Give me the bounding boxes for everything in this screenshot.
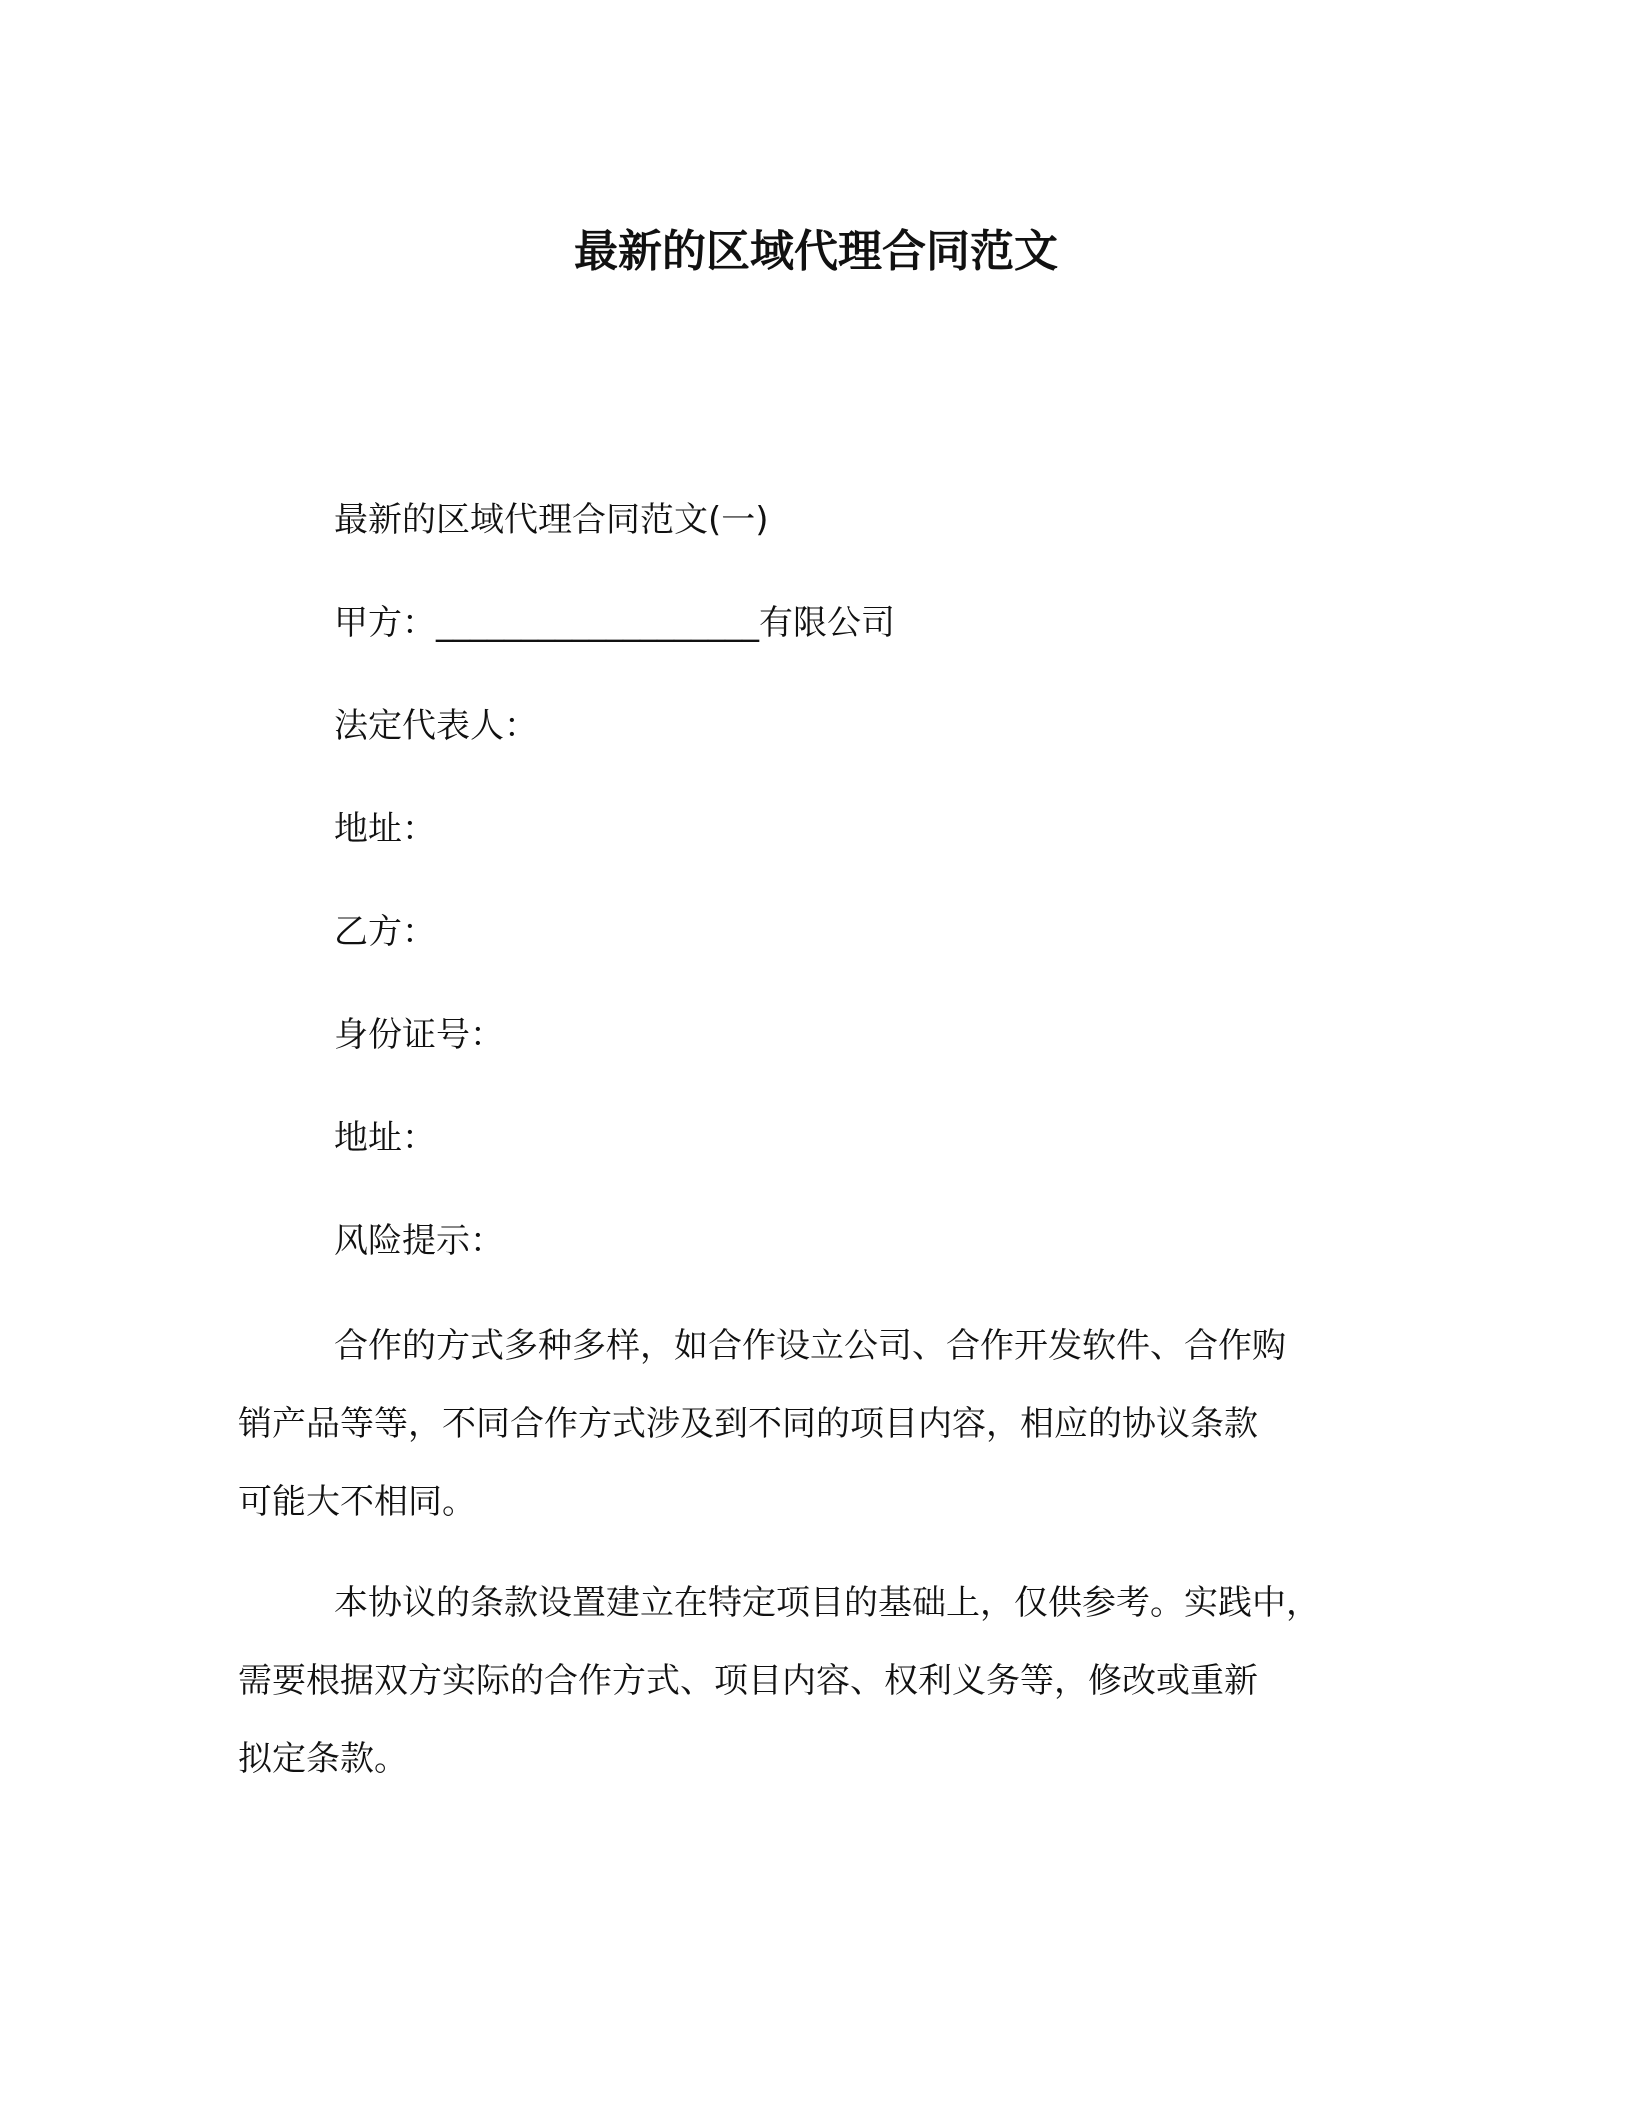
paragraph-line: 需要根据双方实际的合作方式、项目内容、权利义务等，修改或重新 bbox=[238, 1661, 1258, 1701]
contract-subtitle: 最新的区域代理合同范文(一) bbox=[334, 500, 769, 540]
party-a-line: 甲方：___________________有限公司 bbox=[334, 603, 895, 643]
id-number-line: 身份证号： bbox=[334, 1015, 504, 1055]
paragraph-line: 本协议的条款设置建立在特定项目的基础上，仅供参考。实践中， bbox=[334, 1583, 1320, 1623]
legal-representative-line: 法定代表人： bbox=[334, 706, 538, 746]
paragraph-line: 销产品等等，不同合作方式涉及到不同的项目内容，相应的协议条款 bbox=[238, 1404, 1258, 1444]
party-b-line: 乙方： bbox=[334, 912, 436, 952]
party-a-address-line: 地址： bbox=[334, 809, 436, 849]
risk-paragraph-2 bbox=[238, 1564, 1418, 1798]
paragraph-line: 拟定条款。 bbox=[238, 1739, 408, 1779]
risk-notice-heading: 风险提示： bbox=[334, 1221, 504, 1261]
party-b-address-line: 地址： bbox=[334, 1118, 436, 1158]
risk-paragraph-1 bbox=[238, 1307, 1418, 1541]
paragraph-line: 合作的方式多种多样，如合作设立公司、合作开发软件、合作购 bbox=[334, 1326, 1286, 1366]
document-title: 最新的区域代理合同范文 bbox=[574, 226, 1058, 277]
paragraph-line: 可能大不相同。 bbox=[238, 1482, 476, 1522]
